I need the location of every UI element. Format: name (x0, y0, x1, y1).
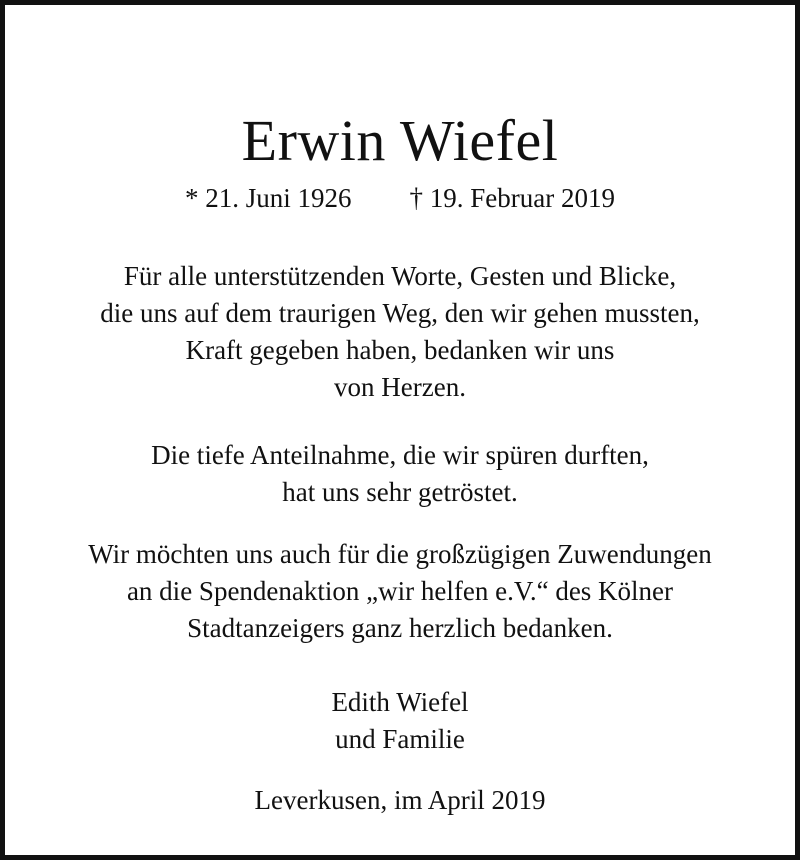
sympathy-paragraph (0, 437, 800, 511)
signature-family: und Familie (335, 724, 465, 754)
text-line: von Herzen. (334, 372, 466, 402)
text-line: Kraft gegeben haben, bedanken wir uns (185, 335, 615, 365)
place-date-line: Leverkusen, im April 2019 (254, 785, 546, 815)
text-line: Stadtanzeigers ganz herzlich bedanken. (187, 613, 613, 643)
thanks-paragraph (0, 258, 800, 406)
donation-paragraph (0, 536, 800, 647)
birth-date: * 21. Juni 1926 (185, 183, 352, 213)
text-line: Wir möchten uns auch für die großzügigen Zuwendungen (88, 539, 712, 569)
text-line: Für alle unterstützenden Worte, Gesten und Blicke, (123, 261, 677, 291)
text-line: Die tiefe Anteilnahme, die wir spüren durften, (151, 440, 649, 470)
signature-name: Edith Wiefel (331, 687, 469, 717)
place-and-date (0, 782, 800, 819)
text-line: die uns auf dem traurigen Weg, den wir gehen mussten, (100, 298, 700, 328)
text-line: hat uns sehr getröstet. (282, 477, 518, 507)
signature-block (0, 684, 800, 758)
deceased-name: Erwin Wiefel (241, 108, 559, 173)
life-dates (0, 181, 800, 215)
death-date: † 19. Februar 2019 (409, 183, 615, 213)
text-line: an die Spendenaktion „wir helfen e.V.“ des Kölner (126, 576, 674, 606)
